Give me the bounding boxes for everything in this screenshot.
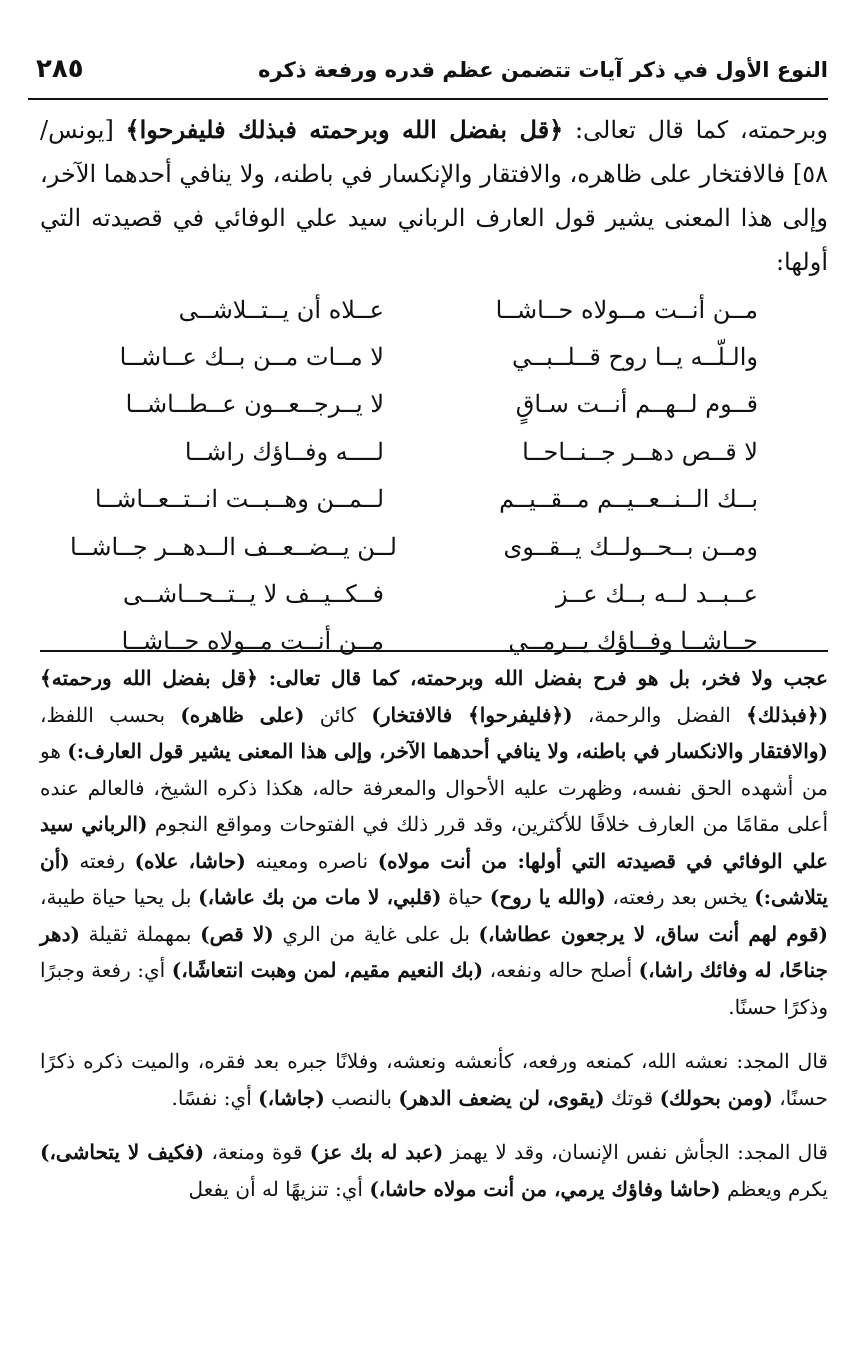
footnote-divider [40,650,828,652]
commentary-text: حياة [441,885,490,909]
commentary-text: قال المجد: الجأش نفس الإنسان، وقد لا يهمز [443,1140,828,1164]
main-text-part: وبرحمته، كما قال تعالى: [563,116,829,144]
commentary-text: يخس بعد رفعته، [605,885,755,909]
main-paragraph [40,108,828,284]
verse-first-hemistich: ومــن بــحــولــك يــقــوى [503,532,758,561]
poem-verse [70,333,768,380]
commentary-text: أي: تنزيهًا له أن يفعل [188,1176,370,1201]
commentary-text: يكرم ويعظم [720,1176,828,1201]
main-text [40,108,828,284]
commentary-quoted-text: (ومن بحولك) [659,1085,773,1110]
commentary-text: أي: رفعة وجبرًا وذكرًا حسنًا. [40,958,828,1019]
commentary-text: بالنصب [324,1085,399,1110]
verse-second-hemistich: لا يــرجــعــون عــطــاشــا [125,390,384,419]
poem-verse [70,570,768,617]
commentary-text: قال المجد: نعشه الله، كمنعه ورفعه، كأنعشه ونعشه، وفلانًا جبره بعد فقره، والميت ذكره ذكرًا حسنًا، [40,1049,828,1110]
commentary-quoted-text: (حاشا، علاه) [134,848,246,873]
verse-second-hemistich: لــــه وفــاؤك راشــا [184,437,384,466]
commentary-text: بمهملة ثقيلة [79,921,201,946]
running-head [28,54,828,100]
commentary [40,660,828,1207]
commentary-paragraph [40,660,828,1025]
commentary-text: أصلح حاله ونفعه، [483,958,639,982]
commentary-text: كائن [304,702,372,727]
commentary-text: قوتك [604,1085,660,1110]
verse-first-hemistich: قــوم لــهــم أنــت سـاقٍ [515,390,758,419]
commentary-quoted-text: (قلبي، لا مات من بك عاشا،) [198,885,442,909]
verse-second-hemistich: لــن يــضــعــف الــدهــر جــاشــا [70,532,397,561]
commentary-quoted-text: عجب ولا فخر، بل هو فرح بفضل الله وبرحمته، كما قال تعالى: ﴿قل بفضل الله ورحمته﴾ (﴿فبذلك﴾ [40,666,829,727]
commentary-quoted-text: (حاشا وفاؤك يرمي، من أنت مولاه حاشا،) [369,1176,721,1201]
commentary-text: قوة ومنعة، [204,1140,310,1164]
poem [70,286,768,665]
page-number: ٢٨٥ [36,54,84,84]
poem-verse [70,381,768,428]
commentary-quoted-text: (عبد له بك عز) [309,1140,444,1164]
commentary-text: ناصره ومعينه [245,848,378,873]
commentary-quoted-text: (جاشا،) [258,1085,325,1110]
commentary-quoted-text: (والله يا روح) [489,885,606,909]
quran-verse: ﴿قل بفضل الله وبرحمته فبذلك فليفرحوا﴾ [125,115,564,144]
commentary-quoted-text: (على ظاهره) [180,702,305,727]
poem-verse [70,476,768,523]
commentary-text: بحسب اللفظ، [40,702,181,727]
verse-second-hemistich: عــلاه أن يــتــلاشــى [178,295,384,324]
commentary-text: رفعته [69,848,135,873]
verse-first-hemistich: مــن أنــت مــولاه حــاشــا [495,295,758,324]
poem-verse [70,618,768,665]
commentary-text: الفضل والرحمة، [572,702,747,727]
commentary-quoted-text: (لا قص) [200,921,274,946]
commentary-quoted-text: (فكيف لا يتحاشى،) [40,1140,205,1164]
commentary-paragraph [40,1134,828,1207]
commentary-quoted-text: (يقوى، لن يضعف الدهر) [398,1085,605,1110]
verse-second-hemistich: مــن أنــت مــولاه حــاشــا [121,627,384,656]
commentary-quoted-text: (دهر جناحًا، له وفائك راشا،) [40,921,828,982]
main-text-part: [يونس/ ٥٨] فالافتخار على ظاهره، والافتقار والإنكسار في باطنه، ولا ينافي أحدهما الآخر، وإلى هذا المعنى يشير قول العارف الرباني سيد علي الوفائي في قصيدته التي أولها: [40,116,828,276]
verse-second-hemistich: لــمــن وهــبــت انــتــعــاشــا [94,485,384,514]
poem-verse [70,428,768,475]
commentary-text: بل على غاية من الري [273,921,479,946]
running-title: النوع الأول في ذكر آيات تتضمن عظم قدره ورفعة ذكره [258,58,828,82]
commentary-quoted-text: (والافتقار والانكسار في باطنه، ولا ينافي أحدهما الآخر، وإلى هذا المعنى يشير قول العارف:) [67,739,828,763]
verse-second-hemistich: فــكــيــف لا يــتــحــاشــى [122,580,384,609]
verse-first-hemistich: لا قــص دهــر جــنــاحــا [522,437,758,466]
commentary-text: بل يحيا حياة طيبة، [40,885,199,909]
poem-verse [70,286,768,333]
verse-first-hemistich: بــك الــنــعــيــم مــقــيــم [499,485,758,514]
verse-first-hemistich: والـلّــه يــا روح قــلــبــي [512,343,758,372]
poem-verse [70,523,768,570]
commentary-text: أي: نفسًا. [171,1085,259,1110]
commentary-paragraph [40,1043,828,1116]
commentary-quoted-text: (قوم لهم أنت ساق، لا يرجعون عطاشا،) [478,921,829,946]
commentary-quoted-text: (﴿فليفرحوا﴾ فالافتخار) [371,702,573,727]
commentary-quoted-text: (بك النعيم مقيم، لمن وهبت انتعاشًا،) [171,958,484,982]
commentary-text: هو من أشهده الحق نفسه، وظهرت عليه الأحوال والمعرفة حاله، هكذا ذكره الشيخ، فالعالم عنده أعلى مقامًا من العارف خلافًا للأكثرين، وقد قرر ذلك في الفتوحات ومواقع النجوم [40,739,828,836]
commentary-quoted-text: (الرباني سيد علي الوفائي في قصيدته التي أولها: من أنت مولاه) [40,812,828,873]
verse-first-hemistich: حــاشــا وفــاؤك يــرمــي [508,627,758,656]
commentary-quoted-text: (أن يتلاشى:) [40,848,828,909]
verse-second-hemistich: لا مــات مــن بــك عــاشــا [119,343,384,372]
verse-first-hemistich: عــبــد لــه بــك عــز [555,580,758,609]
